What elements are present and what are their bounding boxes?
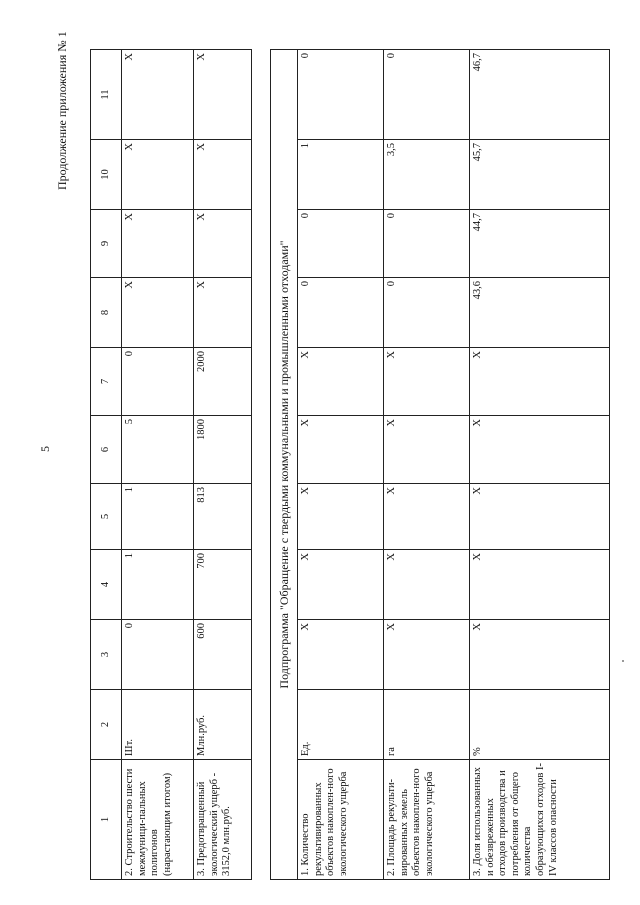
col-header: 4 [91,550,122,620]
value-cell: Х [384,550,470,620]
value-cell: Х [470,484,610,550]
value-cell: 5 [122,416,194,484]
table-upper [90,50,270,880]
value-cell: Х [122,140,194,210]
value-cell: 1 [298,140,384,210]
value-cell: 0 [298,210,384,278]
value-cell: Х [122,278,194,348]
unit-cell: га [384,690,470,760]
indicator-name: 1. Количество рекультивированных объектов накоплен-ного экологического ущерба [298,760,384,880]
value-cell: 1 [122,550,194,620]
value-cell: 0 [384,210,470,278]
value-cell: Х [298,348,384,416]
value-cell: 44,7 [470,210,610,278]
section-row [271,49,298,879]
table-lower [270,50,613,880]
unit-cell: Млн.руб. [194,690,252,760]
value-cell: Х [470,416,610,484]
value-cell: Х [384,416,470,484]
value-cell: 813 [194,484,252,550]
value-cell: 0 [122,620,194,690]
col-header: 5 [91,484,122,550]
col-header: 9 [91,210,122,278]
value-cell: Х [298,550,384,620]
unit-cell: Ед. [298,690,384,760]
value-cell: Х [384,348,470,416]
unit-cell: % [470,690,610,760]
table-row [384,49,470,879]
value-cell: Х [194,210,252,278]
value-cell: 1 [122,484,194,550]
value-cell: 1800 [194,416,252,484]
indicator-name: 3. Доля использованных и обезвреженных отходов производства и потребления от общего количества образующихся отходов I-IV классов опасности [470,760,610,880]
table-row [194,50,252,880]
col-header: 1 [91,760,122,880]
indicator-name: 2. Строительство шести межмуници-пальных полигонов (нарастающим итогом) [122,760,194,880]
value-cell: 600 [194,620,252,690]
col-header: 11 [91,50,122,140]
indicator-name: 2. Площадь рекульти-вированных земель объектов накоплен-ного экологического ущерба [384,760,470,880]
col-header: 10 [91,140,122,210]
table-row [470,49,610,879]
value-cell: Х [298,484,384,550]
value-cell: Х [470,620,610,690]
value-cell: 2000 [194,348,252,416]
value-cell: 46,7 [470,49,610,139]
value-cell: Х [122,210,194,278]
scan-dot [622,660,624,662]
col-header: 2 [91,690,122,760]
value-cell: 0 [298,49,384,139]
value-cell: Х [298,416,384,484]
value-cell: Х [194,140,252,210]
indicators-table-upper [90,49,252,880]
table-row [298,49,384,879]
value-cell: 0 [122,348,194,416]
value-cell: Х [298,620,384,690]
value-cell: Х [194,50,252,140]
value-cell: Х [122,50,194,140]
value-cell: 0 [384,278,470,348]
value-cell: 43,6 [470,278,610,348]
value-cell: 45,7 [470,140,610,210]
table-row [122,50,194,880]
header-row [91,50,122,880]
value-cell: Х [384,484,470,550]
value-cell: Х [470,550,610,620]
indicators-table-lower [270,49,610,880]
section-title: Подпрограмма "Обращение с твердыми коммунальными и промышленными отходами" [271,49,298,879]
value-cell: 0 [298,278,384,348]
appendix-title: Продолжение приложения № 1 [55,31,69,190]
value-cell: 0 [384,49,470,139]
value-cell: 700 [194,550,252,620]
col-header: 6 [91,416,122,484]
page-number: 5 [38,446,52,452]
value-cell: Х [470,348,610,416]
value-cell: Х [194,278,252,348]
value-cell: 3,5 [384,140,470,210]
indicator-name: 3. Предотвращенный экологический ущерб - 3152,0 млн.руб. [194,760,252,880]
col-header: 8 [91,278,122,348]
col-header: 3 [91,620,122,690]
unit-cell: Шт. [122,690,194,760]
col-header: 7 [91,348,122,416]
value-cell: Х [384,620,470,690]
